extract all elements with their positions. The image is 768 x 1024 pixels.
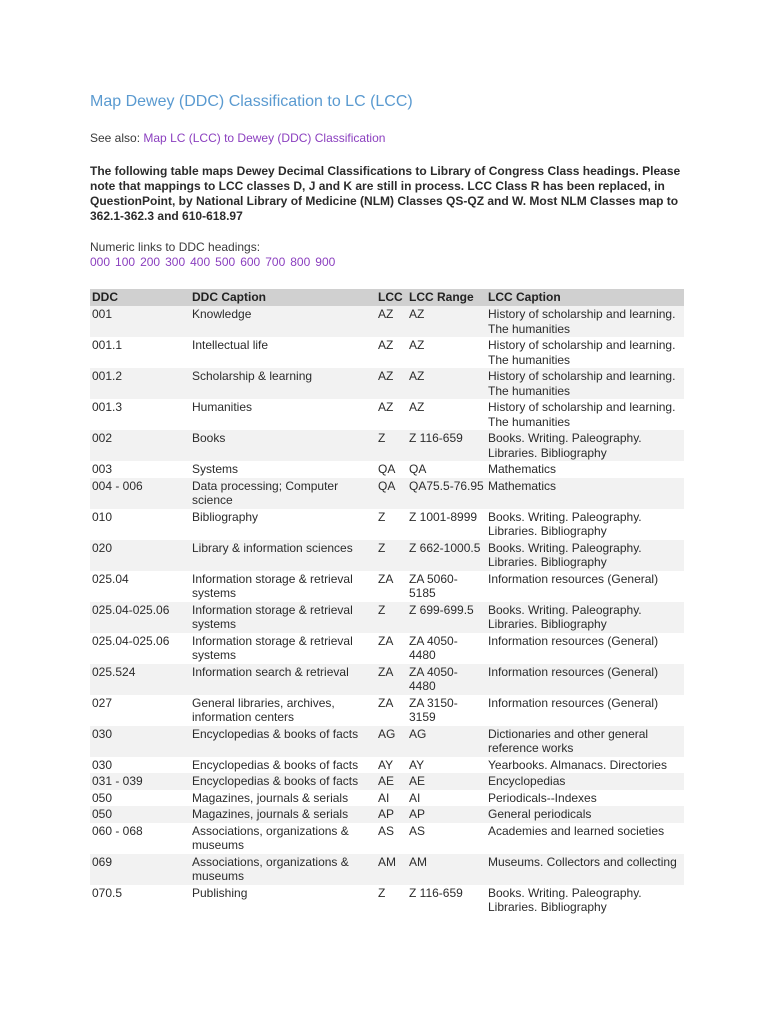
cell-ddc-caption: Data processing; Computer science: [190, 478, 376, 509]
cell-lcc-caption: Books. Writing. Paleography. Libraries. Bibliography: [486, 602, 684, 633]
cell-lcc: ZA: [378, 571, 394, 586]
table-row: [90, 806, 684, 823]
table-row: [90, 695, 684, 726]
table-row: [90, 885, 684, 916]
cell-lcc-range: AM: [407, 854, 486, 885]
ddc-numeric-link[interactable]: 600: [240, 255, 261, 269]
cell-lcc: Z: [376, 430, 407, 461]
cell-lcc-range: Z 116-659: [407, 430, 486, 461]
cell-lcc-range: Z 699-699.5: [407, 602, 486, 633]
cell-lcc: Z: [376, 602, 407, 633]
cell-lcc: ZA: [378, 695, 394, 710]
header-lcc-caption: LCC Caption: [486, 289, 684, 306]
cell-lcc-range: Z 116-659: [409, 885, 463, 900]
cell-lcc-caption: Dictionaries and other general reference works: [486, 726, 684, 757]
cell-lcc-range: ZA 4050-4480: [407, 664, 486, 695]
ddc-numeric-link[interactable]: 000: [90, 255, 111, 269]
cell-lcc-caption: Museums. Collectors and collecting: [486, 854, 684, 885]
cell-lcc: Z: [376, 540, 407, 571]
cell-lcc-range: AI: [409, 790, 421, 805]
cell-lcc-caption: History of scholarship and learning. The humanities: [488, 400, 676, 429]
cell-lcc-range: ZA 4050-4480: [409, 633, 458, 662]
cell-ddc: 069: [90, 854, 190, 885]
table-header-row: [90, 289, 684, 306]
cell-ddc: 070.5: [92, 885, 123, 900]
cell-ddc: 025.04-025.06: [90, 602, 190, 633]
cell-lcc: ZA: [376, 664, 407, 695]
table-row: [90, 726, 684, 757]
cell-ddc-caption: Intellectual life: [192, 338, 269, 352]
cell-lcc-range: AS: [409, 823, 426, 838]
table-row: [90, 399, 684, 430]
cell-lcc-caption: Yearbooks. Almanacs. Directories: [488, 757, 667, 772]
table-row: [90, 306, 684, 337]
cell-ddc-caption: General libraries, archives, information centers: [192, 695, 335, 724]
cell-lcc-range: AZ: [407, 306, 486, 337]
table-body: [90, 306, 684, 916]
cell-ddc-caption: Publishing: [192, 885, 248, 900]
cell-ddc: 001.2: [90, 368, 190, 399]
table-row: [90, 773, 684, 790]
cell-ddc: 003: [92, 462, 113, 476]
cell-lcc: ZA: [378, 633, 394, 648]
cell-ddc-caption: Knowledge: [190, 306, 376, 337]
cell-ddc: 001: [90, 306, 190, 337]
numeric-links-section: [90, 240, 340, 270]
cell-lcc-caption: Information resources (General): [488, 571, 659, 586]
cell-ddc-caption: Encyclopedias & books of facts: [192, 757, 359, 772]
cell-lcc: AI: [378, 790, 390, 805]
cell-ddc-caption: Library & information sciences: [190, 540, 376, 571]
cell-ddc: 027: [92, 695, 113, 710]
table-row: [90, 823, 684, 854]
cell-ddc-caption: Associations, organizations & museums: [190, 854, 376, 885]
cell-lcc: Z: [378, 885, 386, 900]
header-ddc-caption: DDC Caption: [190, 289, 376, 306]
cell-ddc: 004 - 006: [90, 478, 190, 509]
cell-lcc: AZ: [378, 400, 394, 414]
ddc-numeric-link[interactable]: 400: [190, 255, 211, 269]
cell-lcc-range: ZA 3150-3159: [409, 695, 458, 724]
cell-lcc-caption: Information resources (General): [488, 633, 659, 648]
table-row: [90, 790, 684, 807]
cell-ddc-caption: Information storage & retrieval systems: [190, 602, 376, 633]
cell-lcc-caption: Encyclopedias: [486, 773, 684, 790]
cell-lcc-range: AZ: [407, 368, 486, 399]
cell-ddc-caption: Information storage & retrieval systems: [192, 633, 353, 662]
cell-lcc: AE: [376, 773, 407, 790]
intro-paragraph: The following table maps Dewey Decimal Classifications to Library of Congress Class headings. Please note that mappings to LCC classes D, J and K are still in process. LCC Class R has been replaced, in QuestionPoint, by National Library of Medicine (NLM) Classes QS-QZ and W. Most NLM Classes map to 362.1-362.3 and 610-618.97: [90, 164, 681, 223]
ddc-numeric-link[interactable]: 100: [115, 255, 136, 269]
cell-ddc-caption: Scholarship & learning: [190, 368, 376, 399]
table-row: [90, 602, 684, 633]
cell-lcc-range: AZ: [409, 338, 425, 352]
table-row: [90, 540, 684, 571]
ddc-numeric-link[interactable]: 800: [290, 255, 311, 269]
cell-lcc-caption: Books. Writing. Paleography. Libraries. Bibliography: [488, 509, 642, 538]
cell-lcc-range: QA: [409, 462, 427, 476]
ddc-lcc-table: [90, 289, 684, 916]
cell-ddc: 050: [92, 790, 113, 805]
table-row: [90, 757, 684, 774]
cell-ddc: 001.3: [92, 400, 123, 414]
see-also: [90, 131, 385, 145]
cell-lcc: AS: [378, 823, 395, 838]
cell-lcc-caption: Periodicals--Indexes: [488, 790, 597, 805]
cell-lcc-range: Z 662-1000.5: [407, 540, 486, 571]
cell-ddc: 025.04-025.06: [92, 633, 170, 648]
cell-lcc-range: AG: [407, 726, 486, 757]
cell-ddc: 030: [92, 757, 113, 772]
table-row: [90, 461, 684, 478]
cell-ddc: 010: [92, 509, 113, 524]
cell-lcc: Z: [378, 509, 386, 524]
table-row: [90, 633, 684, 664]
cell-lcc-range: AP: [407, 806, 486, 823]
cell-ddc-caption: Magazines, journals & serials: [190, 806, 376, 823]
cell-lcc: AG: [376, 726, 407, 757]
cell-lcc-caption: Books. Writing. Paleography. Libraries. Bibliography: [486, 430, 684, 461]
ddc-numeric-link[interactable]: 300: [165, 255, 186, 269]
ddc-numeric-link[interactable]: 900: [315, 255, 336, 269]
cell-lcc-range: ZA 5060-5185: [409, 571, 458, 600]
cell-lcc: AZ: [376, 306, 407, 337]
cell-ddc: 025.04: [92, 571, 129, 586]
cell-lcc-caption: Information resources (General): [488, 695, 659, 710]
cell-lcc-caption: Books. Writing. Paleography. Libraries. Bibliography: [488, 885, 642, 914]
cell-lcc-caption: General periodicals: [486, 806, 684, 823]
cell-ddc-caption: Encyclopedias & books of facts: [190, 726, 376, 757]
table-row: [90, 571, 684, 602]
cell-ddc-caption: Encyclopedias & books of facts: [190, 773, 376, 790]
cell-lcc: QA: [378, 462, 396, 476]
cell-lcc-range: AZ: [409, 400, 425, 414]
cell-ddc: 001.1: [92, 338, 123, 352]
header-ddc: DDC: [90, 289, 190, 306]
see-also-link[interactable]: Map LC (LCC) to Dewey (DDC) Classification: [143, 131, 386, 145]
cell-ddc-caption: Books: [190, 430, 376, 461]
cell-lcc-range: AY: [409, 757, 425, 772]
cell-lcc: AY: [378, 757, 394, 772]
cell-lcc-range: QA75.5-76.95: [407, 478, 486, 509]
cell-ddc-caption: Information search & retrieval: [190, 664, 376, 695]
cell-ddc: 025.524: [90, 664, 190, 695]
cell-ddc: 031 - 039: [90, 773, 190, 790]
cell-lcc-caption: Information resources (General): [486, 664, 684, 695]
ddc-numeric-link[interactable]: 700: [265, 255, 286, 269]
cell-lcc-caption: History of scholarship and learning. The humanities: [486, 368, 684, 399]
cell-ddc-caption: Bibliography: [192, 509, 259, 524]
cell-ddc: 060 - 068: [92, 823, 143, 838]
cell-ddc: 030: [90, 726, 190, 757]
cell-lcc: AZ: [378, 338, 394, 352]
cell-lcc-range: AE: [407, 773, 486, 790]
cell-lcc: QA: [376, 478, 407, 509]
header-lcc: LCC: [376, 289, 407, 306]
table-row: [90, 854, 684, 885]
cell-ddc-caption: Information storage & retrieval systems: [192, 571, 353, 600]
table-row: [90, 430, 684, 461]
cell-lcc-caption: Academies and learned societies: [488, 823, 665, 838]
cell-ddc-caption: Systems: [192, 462, 239, 476]
cell-lcc-caption: History of scholarship and learning. The humanities: [488, 338, 676, 367]
cell-lcc-caption: Mathematics: [486, 478, 684, 509]
table-row: [90, 664, 684, 695]
cell-ddc: 020: [90, 540, 190, 571]
table-row: [90, 478, 684, 509]
numeric-links-label: Numeric links to DDC headings:: [90, 240, 261, 254]
cell-lcc: AP: [376, 806, 407, 823]
table-row: [90, 368, 684, 399]
cell-lcc-caption: History of scholarship and learning. The humanities: [486, 306, 684, 337]
header-lcc-range: LCC Range: [407, 289, 486, 306]
cell-lcc: AZ: [376, 368, 407, 399]
cell-ddc: 050: [90, 806, 190, 823]
cell-ddc-caption: Magazines, journals & serials: [192, 790, 349, 805]
ddc-numeric-link[interactable]: 500: [215, 255, 236, 269]
numeric-links: [90, 255, 340, 270]
cell-ddc-caption: Associations, organizations & museums: [192, 823, 349, 852]
cell-ddc-caption: Humanities: [192, 400, 253, 414]
cell-lcc-caption: Mathematics: [488, 462, 557, 476]
table-row: [90, 509, 684, 540]
cell-lcc-range: Z 1001-8999: [409, 509, 478, 524]
cell-lcc: AM: [376, 854, 407, 885]
cell-ddc: 002: [90, 430, 190, 461]
ddc-numeric-link[interactable]: 200: [140, 255, 161, 269]
see-also-label: See also:: [90, 131, 141, 145]
table-row: [90, 337, 684, 368]
cell-lcc-caption: Books. Writing. Paleography. Libraries. Bibliography: [486, 540, 684, 571]
page-title: Map Dewey (DDC) Classification to LC (LCC): [90, 93, 413, 110]
